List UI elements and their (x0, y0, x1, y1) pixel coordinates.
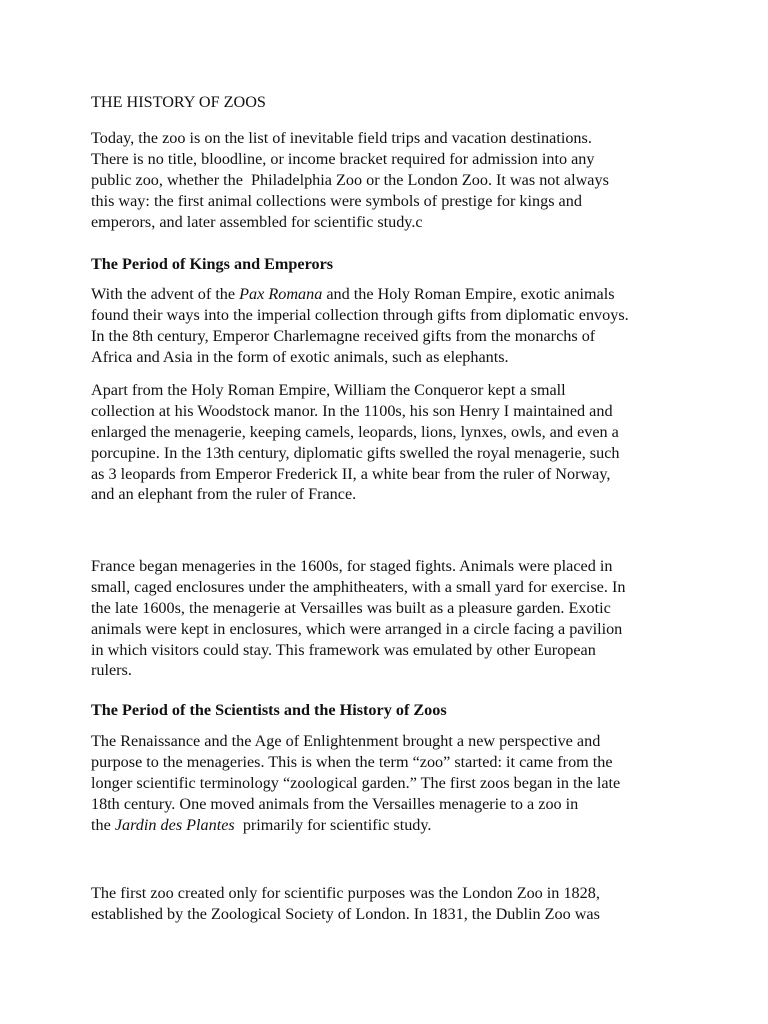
text-line: found their ways into the imperial collection through gifts from diplomatic envoys. (91, 305, 629, 324)
text-line: rulers. (91, 661, 132, 680)
heading-text: The Period of the Scientists and the History of Zoos (91, 701, 447, 719)
text-line: this way: the first animal collections were symbols of prestige for kings and (91, 191, 582, 210)
section-heading-kings (91, 254, 691, 275)
text-line: in which visitors could stay. This framework was emulated by other European (91, 640, 596, 659)
text-line: purpose to the menageries. This is when the term “zoo” started: it came from the (91, 752, 613, 771)
scientists-paragraph-2 (91, 883, 691, 925)
section-heading-scientists (91, 700, 691, 721)
text-line: as 3 leopards from Emperor Frederick II, a white bear from the ruler of Norway, (91, 464, 611, 483)
text-line (91, 815, 691, 836)
text-line: There is no title, bloodline, or income bracket required for admission into any (91, 149, 595, 168)
scientists-paragraph-1 (91, 731, 691, 835)
text-line: public zoo, whether the Philadelphia Zoo or the London Zoo. It was not always (91, 170, 609, 189)
text-line: and an elephant from the ruler of France. (91, 485, 357, 504)
text-line: animals were kept in enclosures, which were arranged in a circle facing a pavilion (91, 619, 623, 638)
text-line: The first zoo created only for scientific purposes was the London Zoo in 1828, (91, 884, 600, 902)
text-line: enlarged the menagerie, keeping camels, leopards, lions, lynxes, owls, and even a (91, 422, 619, 441)
text-line: small, caged enclosures under the amphitheaters, with a small yard for exercise. In (91, 577, 626, 596)
kings-paragraph-3 (91, 556, 691, 681)
text-line: Africa and Asia in the form of exotic animals, such as elephants. (91, 347, 509, 366)
text-line: Today, the zoo is on the list of inevitable field trips and vacation destinations. (91, 129, 592, 147)
italic-term: Pax Romana (239, 285, 323, 303)
text-line: In the 8th century, Emperor Charlemagne received gifts from the monarchs of (91, 326, 596, 345)
text-fragment: and the Holy Roman Empire, exotic animals (322, 285, 615, 303)
text-fragment: primarily for scientific study. (234, 815, 432, 834)
text-line: emperors, and later assembled for scientific study.c (91, 212, 423, 231)
intro-paragraph (91, 128, 691, 232)
text-line: porcupine. In the 13th century, diplomatic gifts swelled the royal menagerie, such (91, 443, 620, 462)
italic-term: Jardin des Plantes (114, 815, 235, 834)
text-line: longer scientific terminology “zoological garden.” The first zoos began in the late (91, 773, 621, 792)
text-line: established by the Zoological Society of London. In 1831, the Dublin Zoo was (91, 904, 600, 923)
kings-paragraph-1 (91, 284, 691, 368)
text-line: The Renaissance and the Age of Enlightenment brought a new perspective and (91, 732, 601, 750)
page-title (91, 92, 691, 113)
text-line: collection at his Woodstock manor. In the 1100s, his son Henry I maintained and (91, 401, 613, 420)
text-line (91, 284, 691, 305)
kings-paragraph-2 (91, 380, 691, 505)
heading-text: The Period of Kings and Emperors (91, 255, 334, 273)
text-line: 18th century. One moved animals from the Versailles menagerie to a zoo in (91, 794, 579, 813)
text-fragment: the (91, 815, 115, 834)
text-fragment: With the advent of the (91, 285, 240, 303)
text-line: Apart from the Holy Roman Empire, William the Conqueror kept a small (91, 381, 566, 399)
title-text: THE HISTORY OF ZOOS (91, 93, 266, 111)
text-line: the late 1600s, the menagerie at Versailles was built as a pleasure garden. Exotic (91, 598, 611, 617)
text-line: France began menageries in the 1600s, for staged fights. Animals were placed in (91, 557, 613, 575)
